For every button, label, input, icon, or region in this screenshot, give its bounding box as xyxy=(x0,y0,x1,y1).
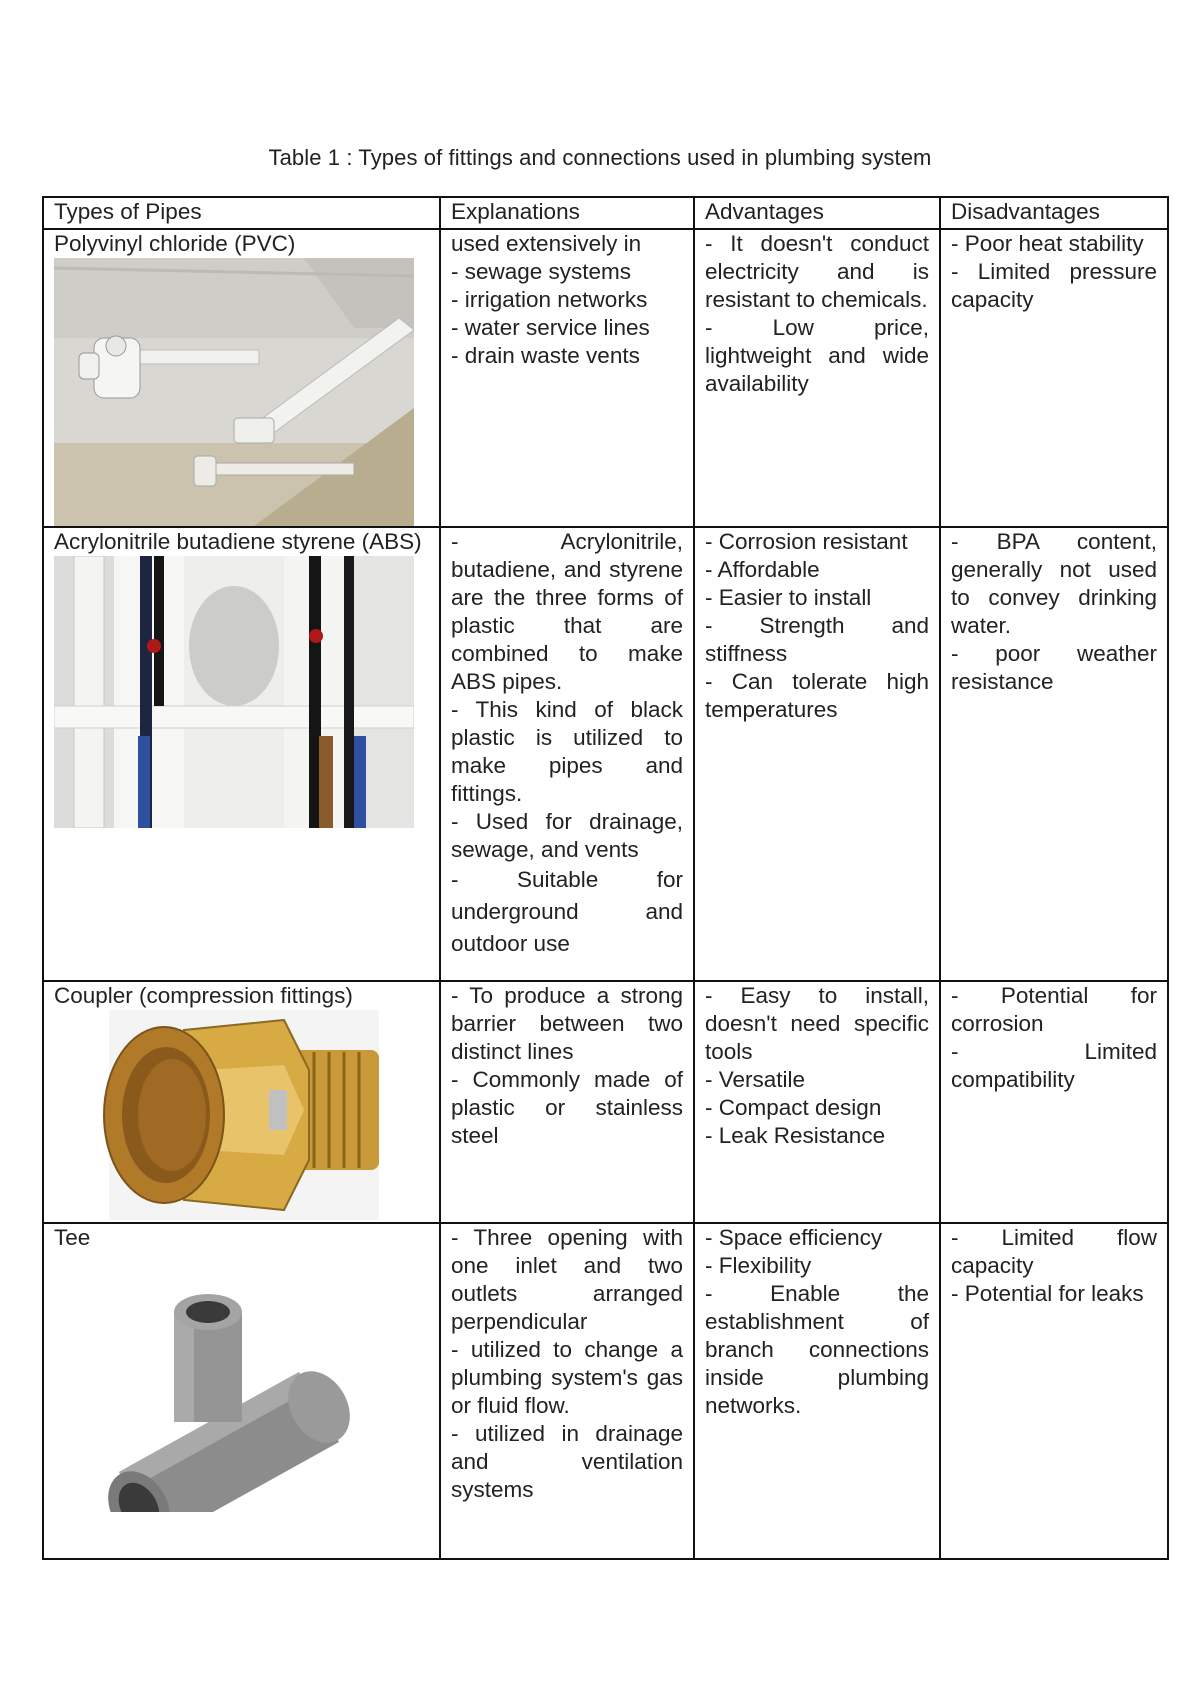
explanation-line: - This kind of black plastic is utilized to make pipes and fittings. xyxy=(451,697,683,806)
advantage-item: - Compact design xyxy=(705,1095,882,1120)
explanation-line: - Three opening with one inlet and two outlets arranged perpendicular xyxy=(451,1225,683,1334)
advantage-item: - Space efficiency xyxy=(705,1225,883,1250)
advantage-item: - Strength and stiffness xyxy=(705,613,929,666)
brass-coupler-photo xyxy=(54,1010,429,1220)
explanation-line: - utilized to change a plumbing system's gas or fluid flow. xyxy=(451,1337,683,1418)
explanation-line: - irrigation networks xyxy=(451,287,648,312)
advantage-item: - Easier to install xyxy=(705,585,872,610)
disadvantage-item: - Limited pressure capacity xyxy=(951,259,1157,312)
table-row xyxy=(43,527,1168,981)
disadvantage-item: - Potential for leaks xyxy=(951,1281,1144,1306)
disadvantage-item: - Poor heat stability xyxy=(951,231,1144,256)
table-row xyxy=(43,229,1168,527)
abs-pipe-photo xyxy=(54,556,414,828)
table-caption: Table 1 : Types of fittings and connections used in plumbing system xyxy=(268,145,932,170)
type-name: Coupler (compression fittings) xyxy=(54,983,353,1008)
explanation-line: - Acrylonitrile, butadiene, and styrene are the three forms of plastic that are combined to make ABS pipes. xyxy=(451,529,683,694)
disadvantage-item: - Limited compatibility xyxy=(951,1039,1157,1092)
explanation-line: - drain waste vents xyxy=(451,343,640,368)
explanation-line: - To produce a strong barrier between two distinct lines xyxy=(451,983,683,1064)
explanation-line: - Suitable for underground and outdoor use xyxy=(451,867,683,956)
table-row xyxy=(43,1223,1168,1559)
table-row xyxy=(43,981,1168,1223)
explanation-line: - Used for drainage, sewage, and vents xyxy=(451,809,683,862)
disadvantage-item: - BPA content, generally not used to convey drinking water. xyxy=(951,529,1157,638)
explanation-line: - Commonly made of plastic or stainless steel xyxy=(451,1067,683,1148)
header-types: Types of Pipes xyxy=(43,197,440,229)
tee-fitting-photo xyxy=(54,1252,429,1512)
disadvantage-item: - poor weather resistance xyxy=(951,641,1157,694)
advantage-item: - It doesn't conduct electricity and is resistant to chemicals. xyxy=(705,231,929,312)
header-explanations: Explanations xyxy=(440,197,694,229)
explanation-line: - sewage systems xyxy=(451,259,632,284)
explanation-line: - utilized in drainage and ventilation systems xyxy=(451,1421,683,1502)
advantage-item: - Can tolerate high temperatures xyxy=(705,669,929,722)
header-advantages: Advantages xyxy=(694,197,940,229)
advantage-item: - Affordable xyxy=(705,557,820,582)
advantage-item: - Low price, lightweight and wide availability xyxy=(705,315,929,396)
type-name: Polyvinyl chloride (PVC) xyxy=(54,231,296,256)
disadvantage-item: - Potential for corrosion xyxy=(951,983,1157,1036)
fittings-table xyxy=(42,196,1169,1560)
advantage-item: - Easy to install, doesn't need specific tools xyxy=(705,983,929,1064)
advantage-item: - Enable the establishment of branch connections inside plumbing networks. xyxy=(705,1281,929,1418)
explanation-line: - water service lines xyxy=(451,315,650,340)
pvc-pipe-photo xyxy=(54,258,414,526)
header-disadvantages: Disadvantages xyxy=(940,197,1168,229)
table-header-row xyxy=(43,197,1168,229)
type-name: Acrylonitrile butadiene styrene (ABS) xyxy=(54,529,422,554)
type-name: Tee xyxy=(54,1225,91,1250)
advantage-item: - Leak Resistance xyxy=(705,1123,886,1148)
advantage-item: - Versatile xyxy=(705,1067,806,1092)
advantage-item: - Corrosion resistant xyxy=(705,529,908,554)
disadvantage-item: - Limited flow capacity xyxy=(951,1225,1157,1278)
explanation-line: used extensively in xyxy=(451,231,642,256)
advantage-item: - Flexibility xyxy=(705,1253,812,1278)
